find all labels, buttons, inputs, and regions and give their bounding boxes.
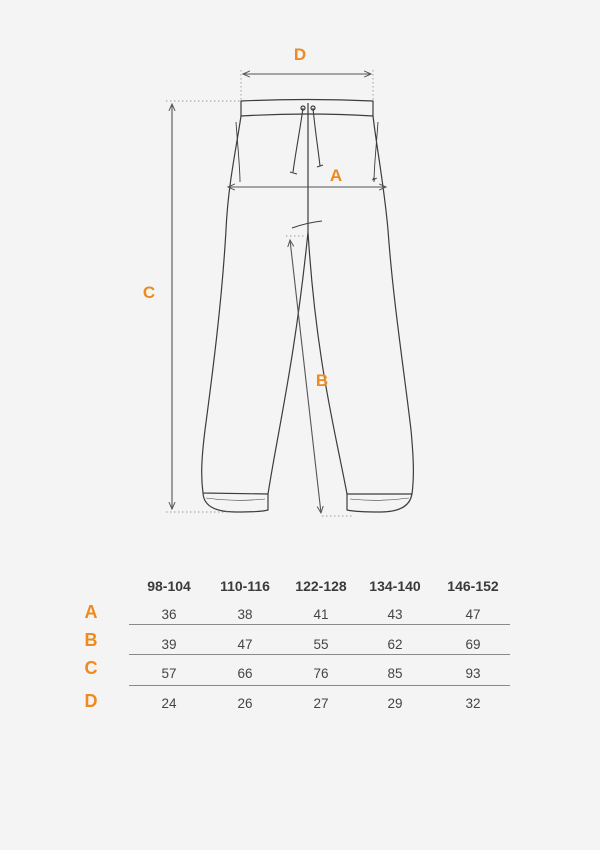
- label-c: C: [142, 283, 156, 302]
- table-cell: 38: [237, 607, 253, 622]
- table-cell: 55: [313, 637, 329, 652]
- size-header: 110-116: [220, 578, 270, 594]
- table-cell: 76: [313, 666, 329, 681]
- table-cell: 47: [465, 607, 481, 622]
- table-cell: 27: [313, 696, 329, 711]
- table-cell: 41: [313, 607, 329, 622]
- table-cell: 93: [465, 666, 481, 681]
- table-cell: 39: [161, 637, 177, 652]
- table-cell: 29: [387, 696, 403, 711]
- row-label-c: C: [84, 658, 98, 678]
- row-divider: [129, 624, 510, 625]
- label-d: D: [293, 45, 307, 64]
- table-cell: 43: [387, 607, 403, 622]
- row-divider: [129, 685, 510, 686]
- table-cell: 66: [237, 666, 253, 681]
- right-cuff: [347, 493, 412, 512]
- row-divider: [129, 654, 510, 655]
- size-header: 98-104: [147, 578, 191, 594]
- drawstring-right: [313, 108, 320, 166]
- dimension-labels: [143, 45, 342, 390]
- row-label-b: B: [84, 630, 98, 650]
- extension-lines: [166, 70, 373, 516]
- label-b: B: [315, 371, 329, 390]
- waistband: [241, 100, 373, 117]
- logo-mark: [292, 221, 322, 228]
- table-cell: 26: [237, 696, 253, 711]
- label-a: A: [329, 166, 343, 185]
- table-cell: 36: [161, 607, 177, 622]
- size-header: 134-140: [369, 578, 421, 594]
- table-cell: 47: [237, 637, 253, 652]
- pants-outline: [202, 100, 414, 513]
- row-label-a: A: [84, 602, 98, 622]
- table-cell: 24: [161, 696, 177, 711]
- dimension-arrows: [172, 74, 386, 513]
- table-cell: 32: [465, 696, 481, 711]
- row-label-d: D: [84, 691, 98, 711]
- table-cell: 62: [387, 637, 403, 652]
- drawstring-left: [293, 108, 303, 172]
- left-cuff: [203, 493, 268, 512]
- size-header: 146-152: [447, 578, 499, 594]
- table-cell: 85: [387, 666, 403, 681]
- table-cell: 57: [161, 666, 177, 681]
- size-header: 122-128: [295, 578, 347, 594]
- table-cell: 69: [465, 637, 481, 652]
